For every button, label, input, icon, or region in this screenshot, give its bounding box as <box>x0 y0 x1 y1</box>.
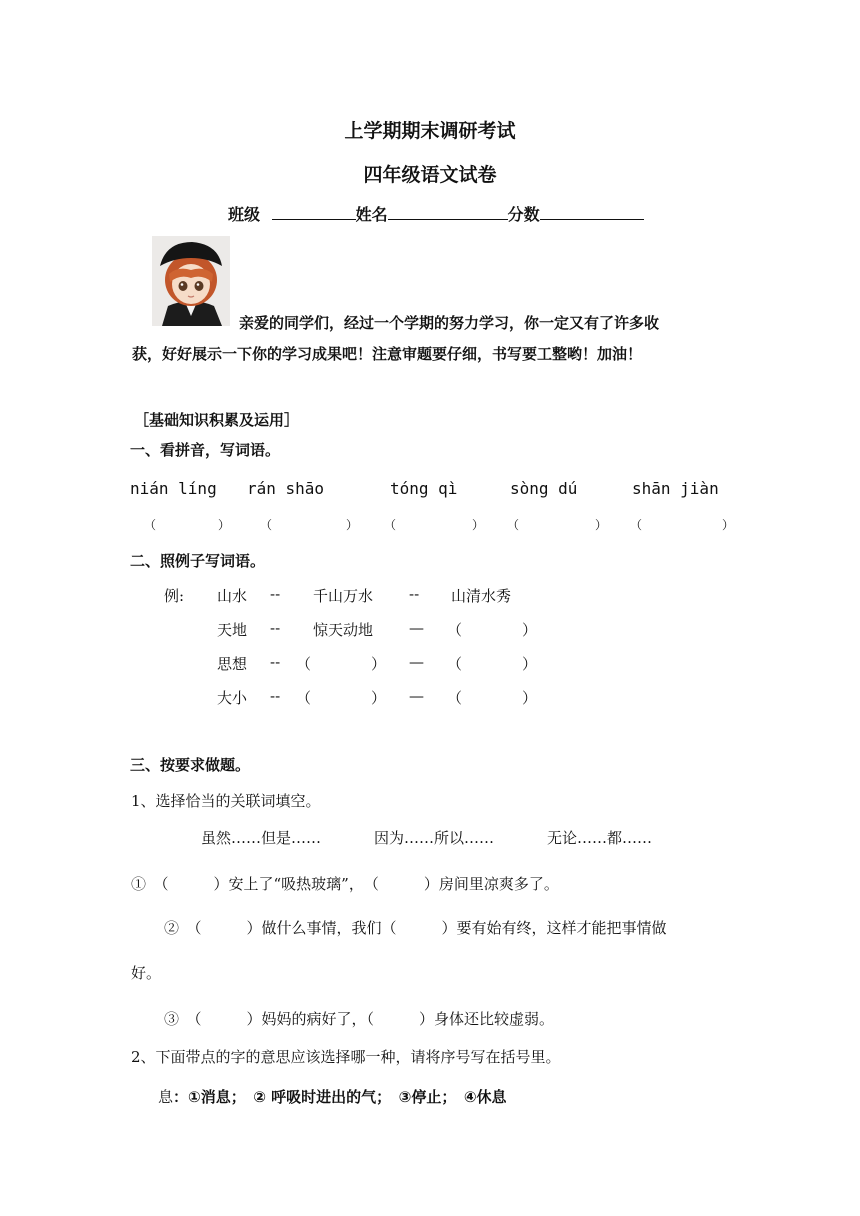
q2-heading: 二、照例子写词语。 <box>130 552 266 570</box>
q1-heading: 一、看拼音，写词语。 <box>130 441 281 459</box>
q2-row2-sep1: -- <box>270 619 281 637</box>
pinyin-5: shān jiàn <box>632 479 719 498</box>
example-label: 例: <box>164 587 185 605</box>
q2-row1-sep1: -- <box>270 585 281 603</box>
answer-box-2[interactable]: （ ） <box>260 518 359 532</box>
intro-line-2: 获，好好展示一下你的学习成果吧！注意审题要仔细，书写要工整哟！加油！ <box>132 345 643 363</box>
score-field[interactable] <box>540 203 644 220</box>
xi-dotted-char: 息 <box>158 1088 174 1106</box>
score-label: 分数 <box>507 205 540 224</box>
q2-row2-b: 惊天动地 <box>313 621 374 639</box>
answer-box-1[interactable]: （ ） <box>144 518 231 532</box>
q2-row1-c: 山清水秀 <box>451 587 512 605</box>
q2-row4-c-answer[interactable]: （ ） <box>447 689 538 707</box>
q3-sentence-2-line1[interactable]: ② （ ）做什么事情，我们（ ）要有始有终，这样才能把事情做 <box>164 919 667 937</box>
pinyin-3: tóng qì <box>390 479 458 498</box>
answer-box-4[interactable]: （ ） <box>507 518 608 532</box>
q2-row1-sep2: -- <box>409 585 420 603</box>
xi-question-line <box>158 1086 507 1107</box>
q2-row4-b-answer[interactable]: （ ） <box>296 689 387 707</box>
doll-avatar-image <box>152 236 230 326</box>
q3-sentence-2-line2: 好。 <box>131 964 162 982</box>
q3-heading: 三、按要求做题。 <box>130 756 251 774</box>
exam-subtitle: 四年级语文试卷 <box>363 164 497 186</box>
name-label: 姓名 <box>355 205 388 224</box>
q2-row3-b-answer[interactable]: （ ） <box>296 655 387 673</box>
pinyin-1: nián líng <box>130 479 217 498</box>
q2-row2-c-answer[interactable]: （ ） <box>447 621 538 639</box>
q2-row3-a: 思想 <box>217 655 248 673</box>
q2-row2-a: 天地 <box>217 621 248 639</box>
name-field[interactable] <box>388 203 508 220</box>
class-label: 班级 <box>228 205 261 224</box>
xi-meaning-options: ：①消息； ② 呼吸时进出的气； ③停止； ④休息 <box>173 1088 507 1106</box>
q2-row1-a: 山水 <box>217 587 248 605</box>
q2-row2-sep2: — <box>409 619 424 637</box>
answer-box-5[interactable]: （ ） <box>630 518 735 532</box>
class-field[interactable] <box>272 203 356 220</box>
pinyin-4: sòng dú <box>510 479 578 498</box>
q2-row4-sep2: — <box>409 687 424 705</box>
q3-sub1: 1、选择恰当的关联词填空。 <box>131 792 321 810</box>
section-basic-heading: ［基础知识积累及运用］ <box>134 411 300 429</box>
q2-row4-a: 大小 <box>217 689 248 707</box>
q2-row3-sep1: -- <box>270 653 281 671</box>
answer-box-3[interactable]: （ ） <box>384 518 485 532</box>
intro-line-1: 亲爱的同学们，经过一个学期的努力学习，你一定又有了许多收 <box>239 314 660 332</box>
conj-option-1: 虽然……但是…… <box>201 829 322 847</box>
student-info-line <box>228 202 644 225</box>
pinyin-2: rán shāo <box>247 479 325 498</box>
q2-row3-c-answer[interactable]: （ ） <box>447 655 538 673</box>
doll-illustration <box>152 236 230 326</box>
q3-sub2: 2、下面带点的字的意思应该选择哪一种，请将序号写在括号里。 <box>131 1048 561 1066</box>
q2-row3-sep2: — <box>409 653 424 671</box>
q3-sentence-3[interactable]: ③ （ ）妈妈的病好了，（ ）身体还比较虚弱。 <box>164 1010 555 1028</box>
conj-option-3: 无论……都…… <box>547 829 653 847</box>
exam-title: 上学期期末调研考试 <box>344 120 516 142</box>
q2-row1-b: 千山万水 <box>313 587 374 605</box>
q3-sentence-1[interactable]: ① （ ）安上了“吸热玻璃”， （ ）房间里凉爽多了。 <box>131 875 559 893</box>
conj-option-2: 因为……所以…… <box>374 829 495 847</box>
q2-row4-sep1: -- <box>270 687 281 705</box>
